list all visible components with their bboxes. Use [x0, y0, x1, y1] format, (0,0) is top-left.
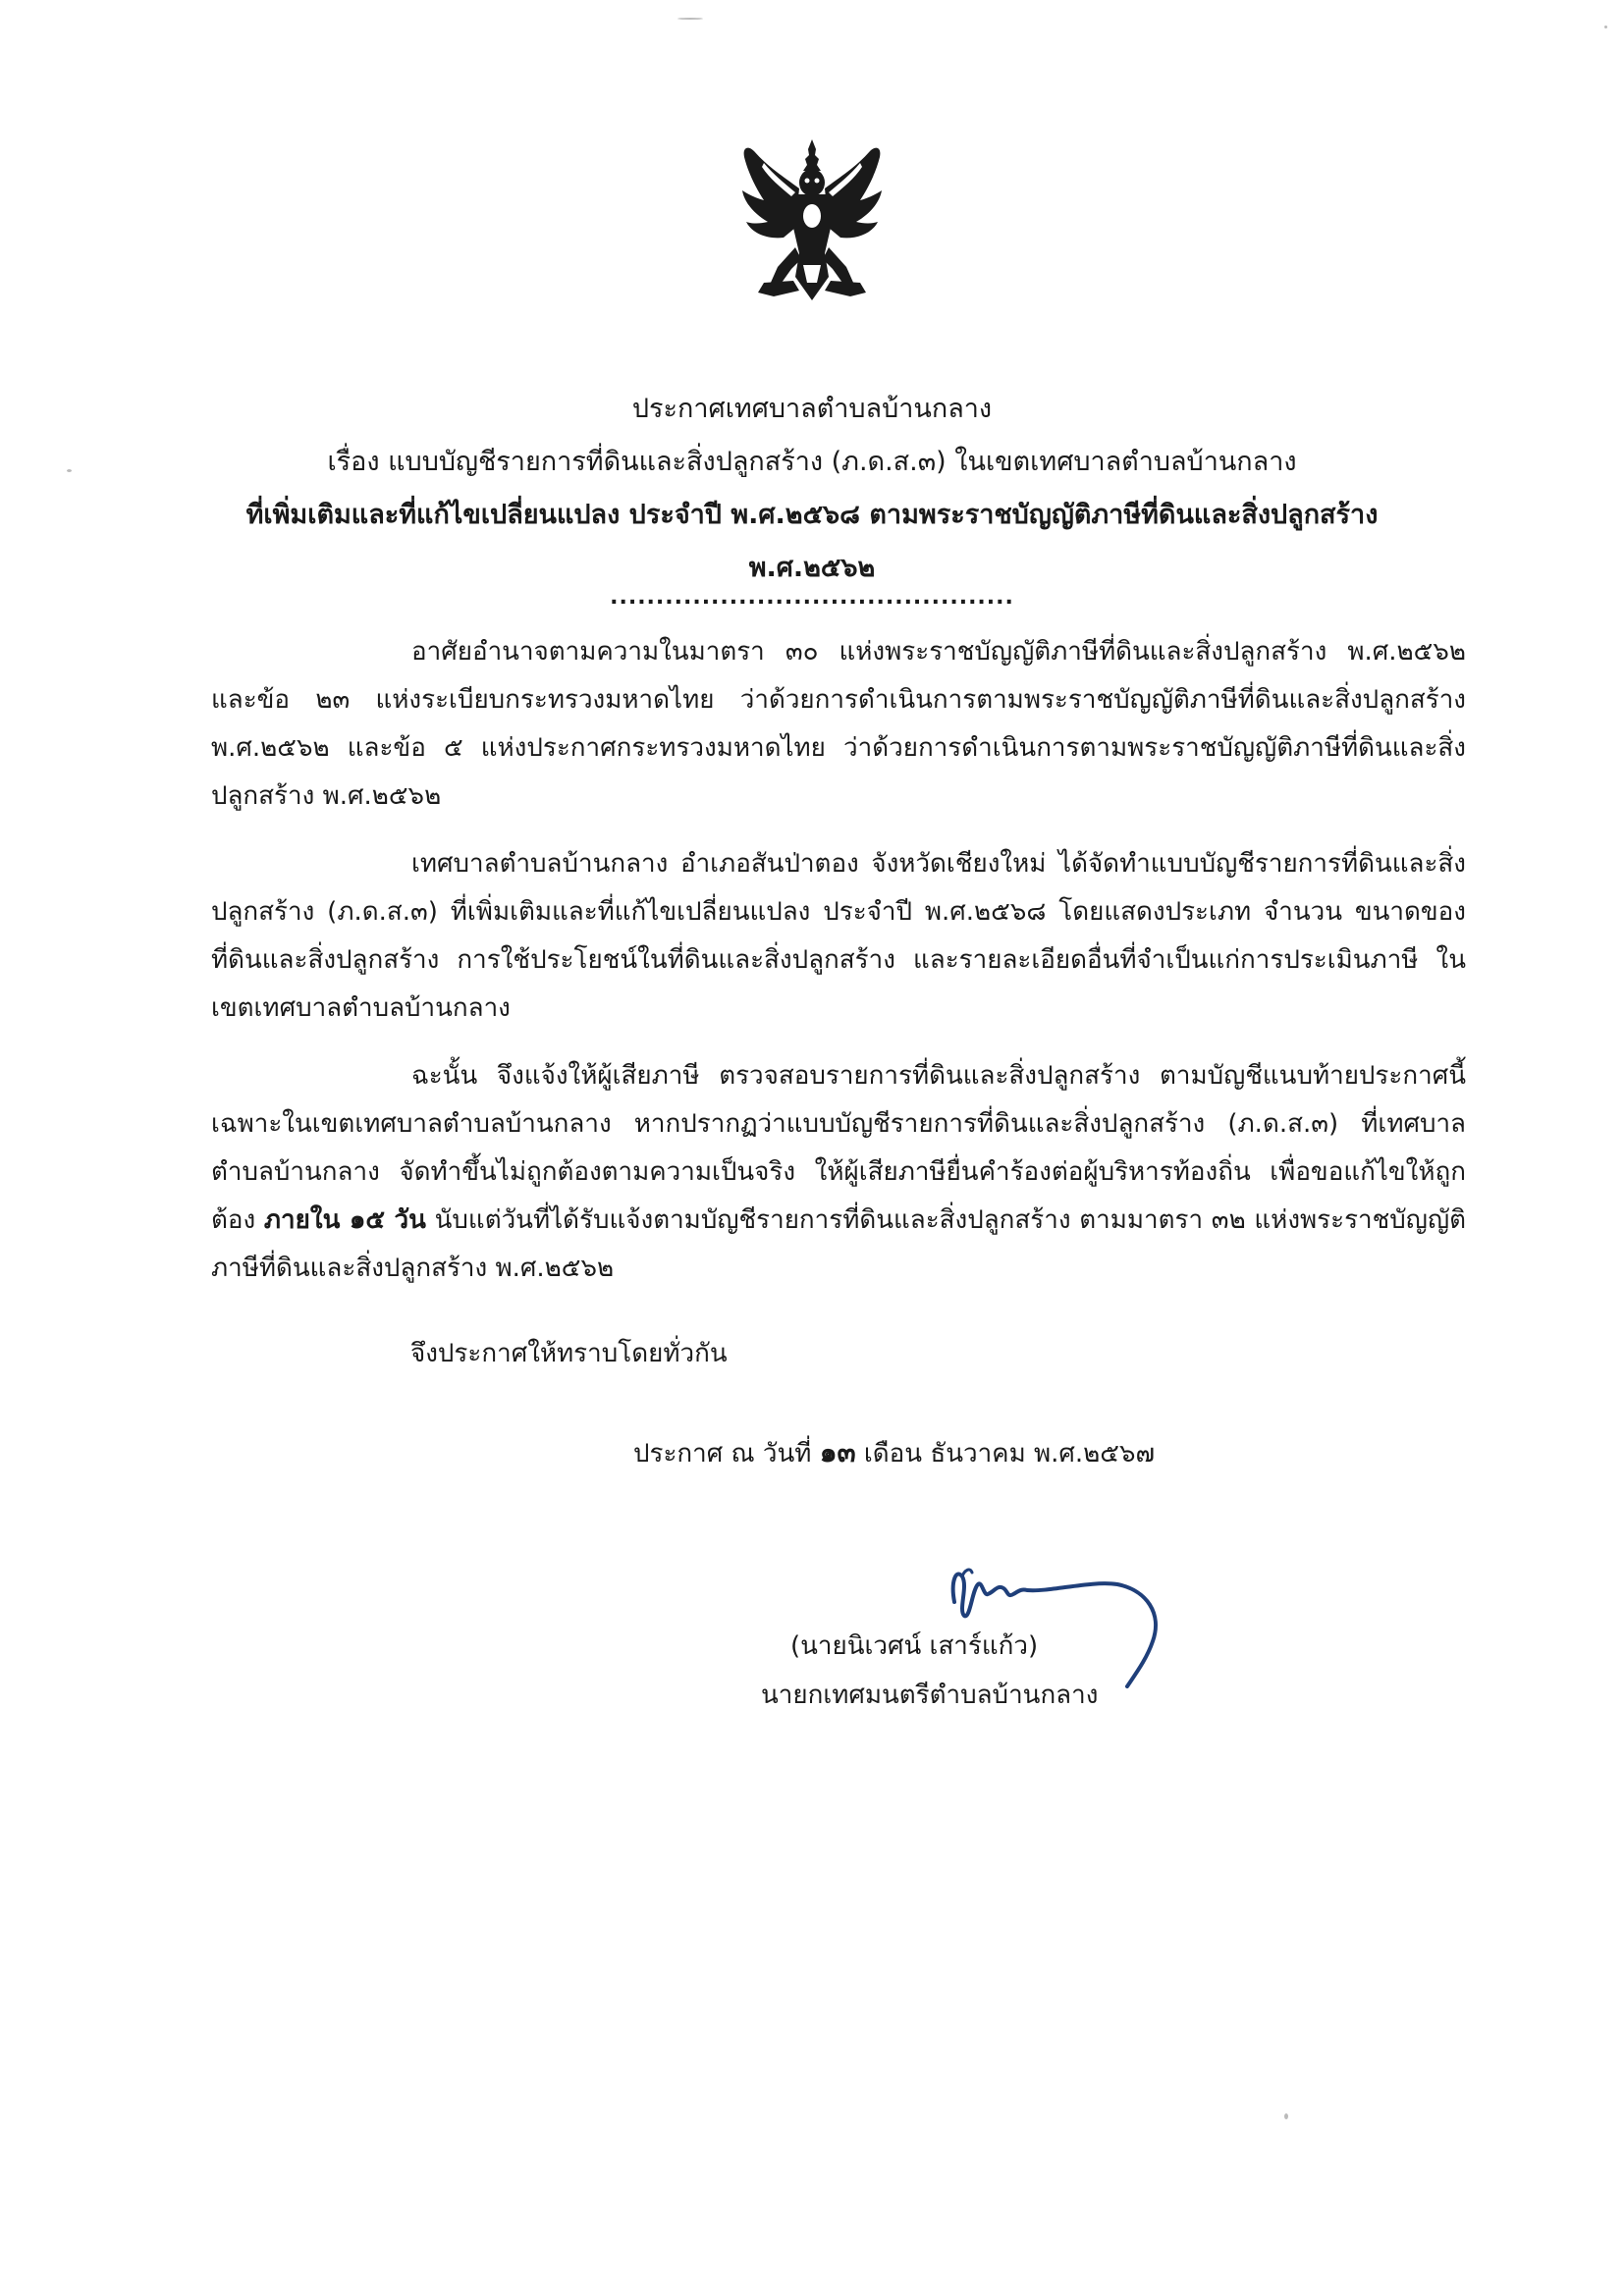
- scan-speck: [677, 18, 703, 20]
- scan-speck: [1604, 26, 1607, 28]
- signer-name: (นายนิเวศน์ เสาร์แก้ว): [790, 1631, 1039, 1661]
- subject-line-1: เรื่อง แบบบัญชีรายการที่ดินและสิ่งปลูกสร้าง (ภ.ด.ส.๓) ในเขตเทศบาลตำบลบ้านกลาง: [327, 447, 1297, 477]
- paragraph-preparation: เทศบาลตำบลบ้านกลาง อำเภอสันป่าตอง จังหวัดเชียงใหม่ ได้จัดทำแบบบัญชีรายการที่ดินและสิ่งปลูกสร้าง (ภ.ด.ส.๓) ที่เพิ่มเติมและที่แก้ไขเปลี่ยนแปลง ประจำปี พ.ศ.๒๕๖๘ โดยแสดงประเภท จำนวน ขนาดของที่ดินและสิ่งปลูกสร้าง การใช้ประโยชน์ในที่ดินและสิ่งปลูกสร้าง และรายละเอียดอื่นที่จำเป็นแก่การประเมินภาษี ในเขตเทศบาลตำบลบ้านกลาง: [211, 849, 1466, 1023]
- announcement-title: [196, 383, 1428, 610]
- paragraph-instruction: [211, 1052, 1466, 1293]
- closing-statement: จึงประกาศให้ทราบโดยทั่วกัน: [410, 1339, 728, 1368]
- scan-speck: [67, 469, 72, 472]
- deadline-emphasis: ภายใน ๑๕ วัน: [263, 1205, 426, 1235]
- subject-line-2: ที่เพิ่มเติมและที่แก้ไขเปลี่ยนแปลง ประจำปี พ.ศ.๒๕๖๘ ตามพระราชบัญญัติภาษีที่ดินและสิ่งปลูกสร้าง: [245, 500, 1379, 530]
- instruction-text-after: นับแต่วันที่ได้รับแจ้งตามบัญชีรายการที่ดินและสิ่งปลูกสร้าง ตามมาตรา ๓๒ แห่งพระราชบัญญัติภาษีที่ดินและสิ่งปลูกสร้าง พ.ศ.๒๕๖๒: [211, 1205, 1466, 1283]
- date-day: ๑๓: [819, 1436, 856, 1468]
- subject-line-3: พ.ศ.๒๕๖๒: [748, 553, 876, 583]
- signer-title: นายกเทศมนตรีตำบลบ้านกลาง: [761, 1681, 1099, 1710]
- date-prefix: ประกาศ ณ วันที่: [633, 1439, 820, 1468]
- date-month-year: เดือน ธันวาคม พ.ศ.๒๕๖๗: [855, 1439, 1156, 1468]
- garuda-emblem-icon: [734, 137, 890, 304]
- scan-speck: [1284, 2113, 1288, 2119]
- instruction-text-before: ฉะนั้น จึงแจ้งให้ผู้เสียภาษี ตรวจสอบรายการที่ดินและสิ่งปลูกสร้าง ตามบัญชีแนบท้ายประกาศนี้ เฉพาะในเขตเทศบาลตำบลบ้านกลาง หากปรากฏว่าแบบบัญชีรายการที่ดินและสิ่งปลูกสร้าง (ภ.ด.ส.๓) ที่เทศบาลตำบลบ้านกลาง จัดทำขึ้นไม่ถูกต้องตามความเป็นจริง ให้ผู้เสียภาษียื่นคำร้องต่อผู้บริหารท้องถิ่น เพื่อขอแก้ไขให้ถูกต้อง: [211, 1061, 1466, 1235]
- paragraph-authority: อาศัยอำนาจตามความในมาตรา ๓๐ แห่งพระราชบัญญัติภาษีที่ดินและสิ่งปลูกสร้าง พ.ศ.๒๕๖๒ และข้อ ๒๓ แห่งระเบียบกระทรวงมหาดไทย ว่าด้วยการดำเนินการตามพระราชบัญญัติภาษีที่ดินและสิ่งปลูกสร้าง พ.ศ.๒๕๖๒ และข้อ ๕ แห่งประกาศกระทรวงมหาดไทย ว่าด้วยการดำเนินการตามพระราชบัญญัติภาษีที่ดินและสิ่งปลูกสร้าง พ.ศ.๒๕๖๒: [211, 637, 1466, 811]
- announcement-body: [211, 628, 1466, 1293]
- announcement-date: [633, 1428, 1155, 1478]
- separator-dots: ............................................: [610, 585, 1014, 610]
- issuer-heading: ประกาศเทศบาลตำบลบ้านกลาง: [631, 394, 993, 424]
